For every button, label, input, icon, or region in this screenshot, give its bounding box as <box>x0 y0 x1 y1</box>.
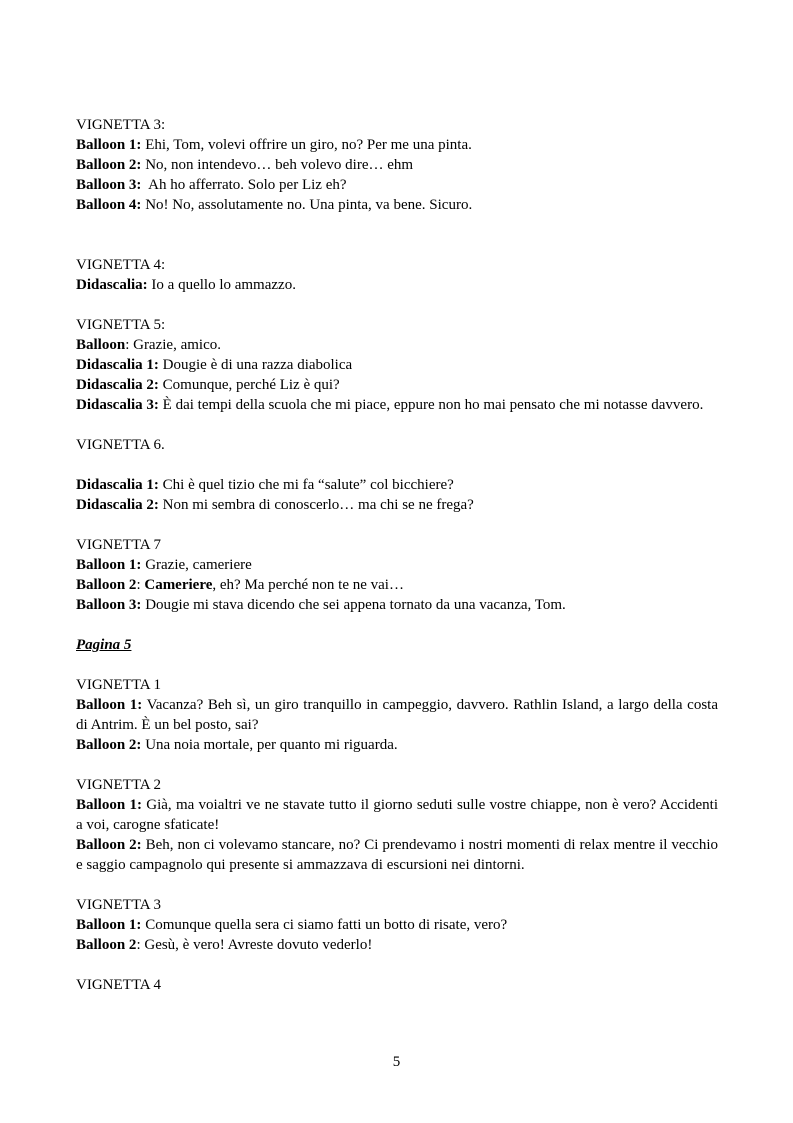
panel-title: VIGNETTA 1 <box>76 677 162 693</box>
dialogue-line <box>76 195 718 215</box>
caption-text: È dai tempi della scuola che mi piace, eppure non ho mai pensato che mi notasse davvero. <box>158 397 704 413</box>
speaker-label: Didascalia 3: <box>76 397 159 413</box>
caption-line <box>76 355 718 375</box>
speaker-label: Balloon 1: <box>76 697 143 713</box>
caption-line <box>76 395 718 415</box>
panel-title: VIGNETTA 3: <box>76 117 166 133</box>
dialogue-line <box>76 155 718 175</box>
speaker-label: Balloon 2 <box>76 937 137 953</box>
speaker-label: Balloon 4: <box>76 197 142 213</box>
dialogue-text: : Grazie, amico. <box>125 337 221 353</box>
emphasis-text: Cameriere <box>144 577 213 593</box>
dialogue-line <box>76 175 718 195</box>
dialogue-text: Ehi, Tom, volevi offrire un giro, no? Per me una pinta. <box>141 137 472 153</box>
caption-line <box>76 475 718 495</box>
dialogue-line <box>76 335 718 355</box>
dialogue-line <box>76 735 718 755</box>
panel-title: VIGNETTA 4: <box>76 257 166 273</box>
speaker-label: Balloon 1: <box>76 137 142 153</box>
dialogue-text: Una noia mortale, per quanto mi riguarda. <box>141 737 398 753</box>
caption-text: Comunque, perché Liz è qui? <box>158 377 340 393</box>
dialogue-line <box>76 695 718 735</box>
speaker-label: Balloon 1: <box>76 557 142 573</box>
speaker-label: Balloon <box>76 337 126 353</box>
dialogue-text: , eh? Ma perché non te ne vai… <box>212 577 404 593</box>
caption-line <box>76 495 718 515</box>
panel-title: VIGNETTA 5: <box>76 317 166 333</box>
dialogue-line <box>76 555 718 575</box>
speaker-label: Didascalia 2: <box>76 497 159 513</box>
speaker-label: Balloon 2 <box>76 577 137 593</box>
dialogue-line <box>76 595 718 615</box>
dialogue-text: Grazie, cameriere <box>141 557 252 573</box>
speaker-label: Balloon 1: <box>76 797 142 813</box>
speaker-label: Didascalia 2: <box>76 377 159 393</box>
speaker-label: Didascalia 1: <box>76 357 159 373</box>
caption-text: Chi è quel tizio che mi fa “salute” col bicchiere? <box>158 477 454 493</box>
page-number: 5 <box>392 1054 401 1070</box>
speaker-label: Balloon 1: <box>76 917 142 933</box>
speaker-label: Balloon 3: <box>76 597 142 613</box>
caption-text: Non mi sembra di conoscerlo… ma chi se ne frega? <box>158 497 474 513</box>
dialogue-text: Ah ho afferrato. Solo per Liz eh? <box>141 177 347 193</box>
dialogue-text: Comunque quella sera ci siamo fatti un botto di risate, vero? <box>141 917 508 933</box>
caption-text: Dougie è di una razza diabolica <box>158 357 353 373</box>
dialogue-text: Beh, non ci volevamo stancare, no? Ci prendevamo i nostri momenti di relax mentre il vecchio e saggio campagnolo qui presente si ammazzava di escursioni nei dintorni. <box>76 837 718 873</box>
document-body <box>76 115 718 995</box>
panel-title: VIGNETTA 7 <box>76 537 162 553</box>
dialogue-text: : Gesù, è vero! Avreste dovuto vederlo! <box>136 937 373 953</box>
caption-line <box>76 275 718 295</box>
page-heading: Pagina 5 <box>76 637 132 653</box>
dialogue-line <box>76 935 718 955</box>
panel-title: VIGNETTA 2 <box>76 777 162 793</box>
dialogue-line <box>76 835 718 875</box>
caption-text: Io a quello lo ammazzo. <box>147 277 296 293</box>
dialogue-text: Dougie mi stava dicendo che sei appena tornato da una vacanza, Tom. <box>141 597 566 613</box>
speaker-label: Didascalia 1: <box>76 477 159 493</box>
speaker-label: Didascalia: <box>76 277 148 293</box>
dialogue-text: Già, ma voialtri ve ne stavate tutto il giorno seduti sulle vostre chiappe, non è vero? Accidenti a voi, carogne sfaticate! <box>76 797 718 833</box>
dialogue-line <box>76 135 718 155</box>
panel-title: VIGNETTA 3 <box>76 897 162 913</box>
dialogue-text: No! No, assolutamente no. Una pinta, va bene. Sicuro. <box>141 197 473 213</box>
dialogue-line <box>76 575 718 595</box>
speaker-label: Balloon 2: <box>76 157 142 173</box>
dialogue-text: No, non intendevo… beh volevo dire… ehm <box>141 157 414 173</box>
panel-title: VIGNETTA 4 <box>76 977 162 993</box>
speaker-label: Balloon 2: <box>76 737 142 753</box>
caption-line <box>76 375 718 395</box>
dialogue-text: : <box>136 577 145 593</box>
speaker-label: Balloon 2: <box>76 837 142 853</box>
panel-title: VIGNETTA 6. <box>76 437 165 453</box>
speaker-label: Balloon 3: <box>76 177 142 193</box>
dialogue-line <box>76 795 718 835</box>
dialogue-line <box>76 915 718 935</box>
dialogue-text: Vacanza? Beh sì, un giro tranquillo in campeggio, davvero. Rathlin Island, a largo della costa di Antrim. È un bel posto, sai? <box>76 697 718 733</box>
